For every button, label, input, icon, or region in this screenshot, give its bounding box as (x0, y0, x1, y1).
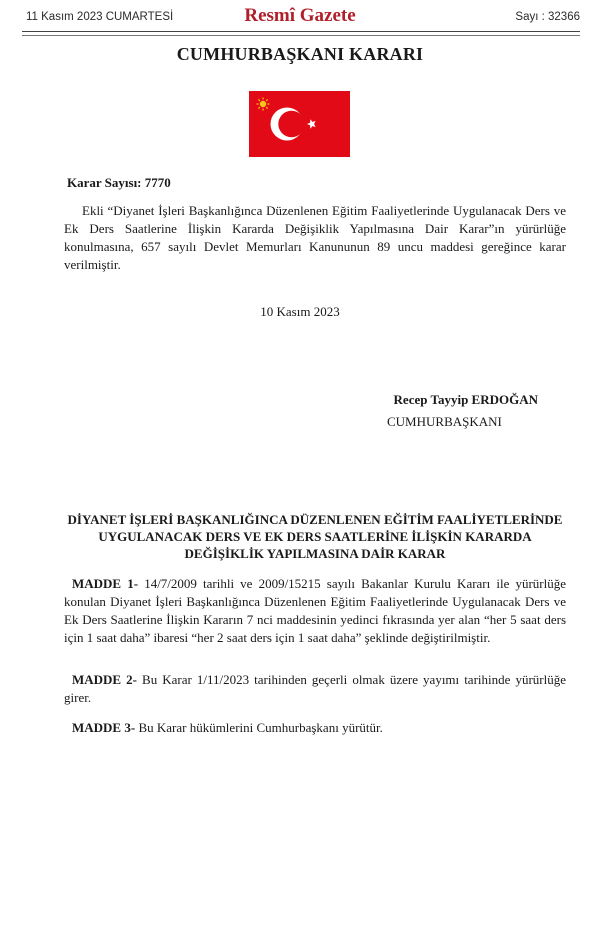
header-rule (22, 31, 580, 32)
presidential-emblem-icon (257, 98, 270, 111)
signatory-title: CUMHURBAŞKANI (387, 414, 502, 429)
turkish-flag-icon (249, 91, 350, 157)
page-title: CUMHURBAŞKANI KARARI (176, 44, 424, 64)
article-label: MADDE 3- (72, 720, 136, 735)
issue-number: Sayı : 32366 (515, 11, 580, 23)
decision-date: 10 Kasım 2023 (260, 304, 340, 319)
article-1 (64, 575, 566, 647)
article-text: Bu Karar 1/11/2023 tarihinden geçerli olmak üzere yayımı tarihinde yürürlüğe girer. (64, 672, 566, 705)
decision-intro: Ekli “Diyanet İşleri Başkanlığınca Düzenlenen Eğitim Faaliyetlerinde Uygulanacak Ders ve Ek Ders Saatlerine İlişkin Kararda Değişiklik Yapılmasına Dair Karar”ın yürürlüğe konulmasına, 657 sayılı Devlet Memurları Kanununun 89 uncu maddesi gereğince karar verilmiştir. (64, 203, 566, 272)
gazette-header (0, 0, 600, 34)
gazette-brand: Resmî Gazete (244, 5, 356, 26)
regulation-title: DİYANET İŞLERİ BAŞKANLIĞINCA DÜZENLENEN EĞİTİM FAALİYETLERİNDE UYGULANACAK DERS VE EK DERS SAATLERİNE İLİŞKİN KARARDA DEĞİŞİKLİK YAPILMASINA DAİR KARAR (67, 512, 563, 561)
article-label: MADDE 2- (72, 672, 137, 687)
article-text: Bu Karar hükümlerini Cumhurbaşkanı yürütür. (138, 720, 383, 735)
issue-date: 11 Kasım 2023 CUMARTESİ (26, 11, 174, 23)
header-rule-thin (22, 35, 580, 36)
article-3 (64, 719, 566, 737)
article-label: MADDE 1- (72, 576, 139, 591)
article-text: 14/7/2009 tarihli ve 2009/15215 sayılı Bakanlar Kurulu Kararı ile yürürlüğe konulan Diyanet İşleri Başkanlığınca Düzenlenen Eğitim Faaliyetlerinde Uygulanacak Ders ve Ek Ders Saatlerine İlişkin Kararın 7 nci maddesinin yedinci fıkrasında yer alan “her 5 saat ders için 1 saat daha” ibaresi “her 2 saat ders için 1 saat daha” şeklinde değiştirilmiştir. (64, 576, 567, 645)
article-2 (64, 671, 566, 707)
decision-number: Karar Sayısı: 7770 (67, 175, 171, 190)
signatory-name: Recep Tayyip ERDOĞAN (393, 392, 538, 407)
